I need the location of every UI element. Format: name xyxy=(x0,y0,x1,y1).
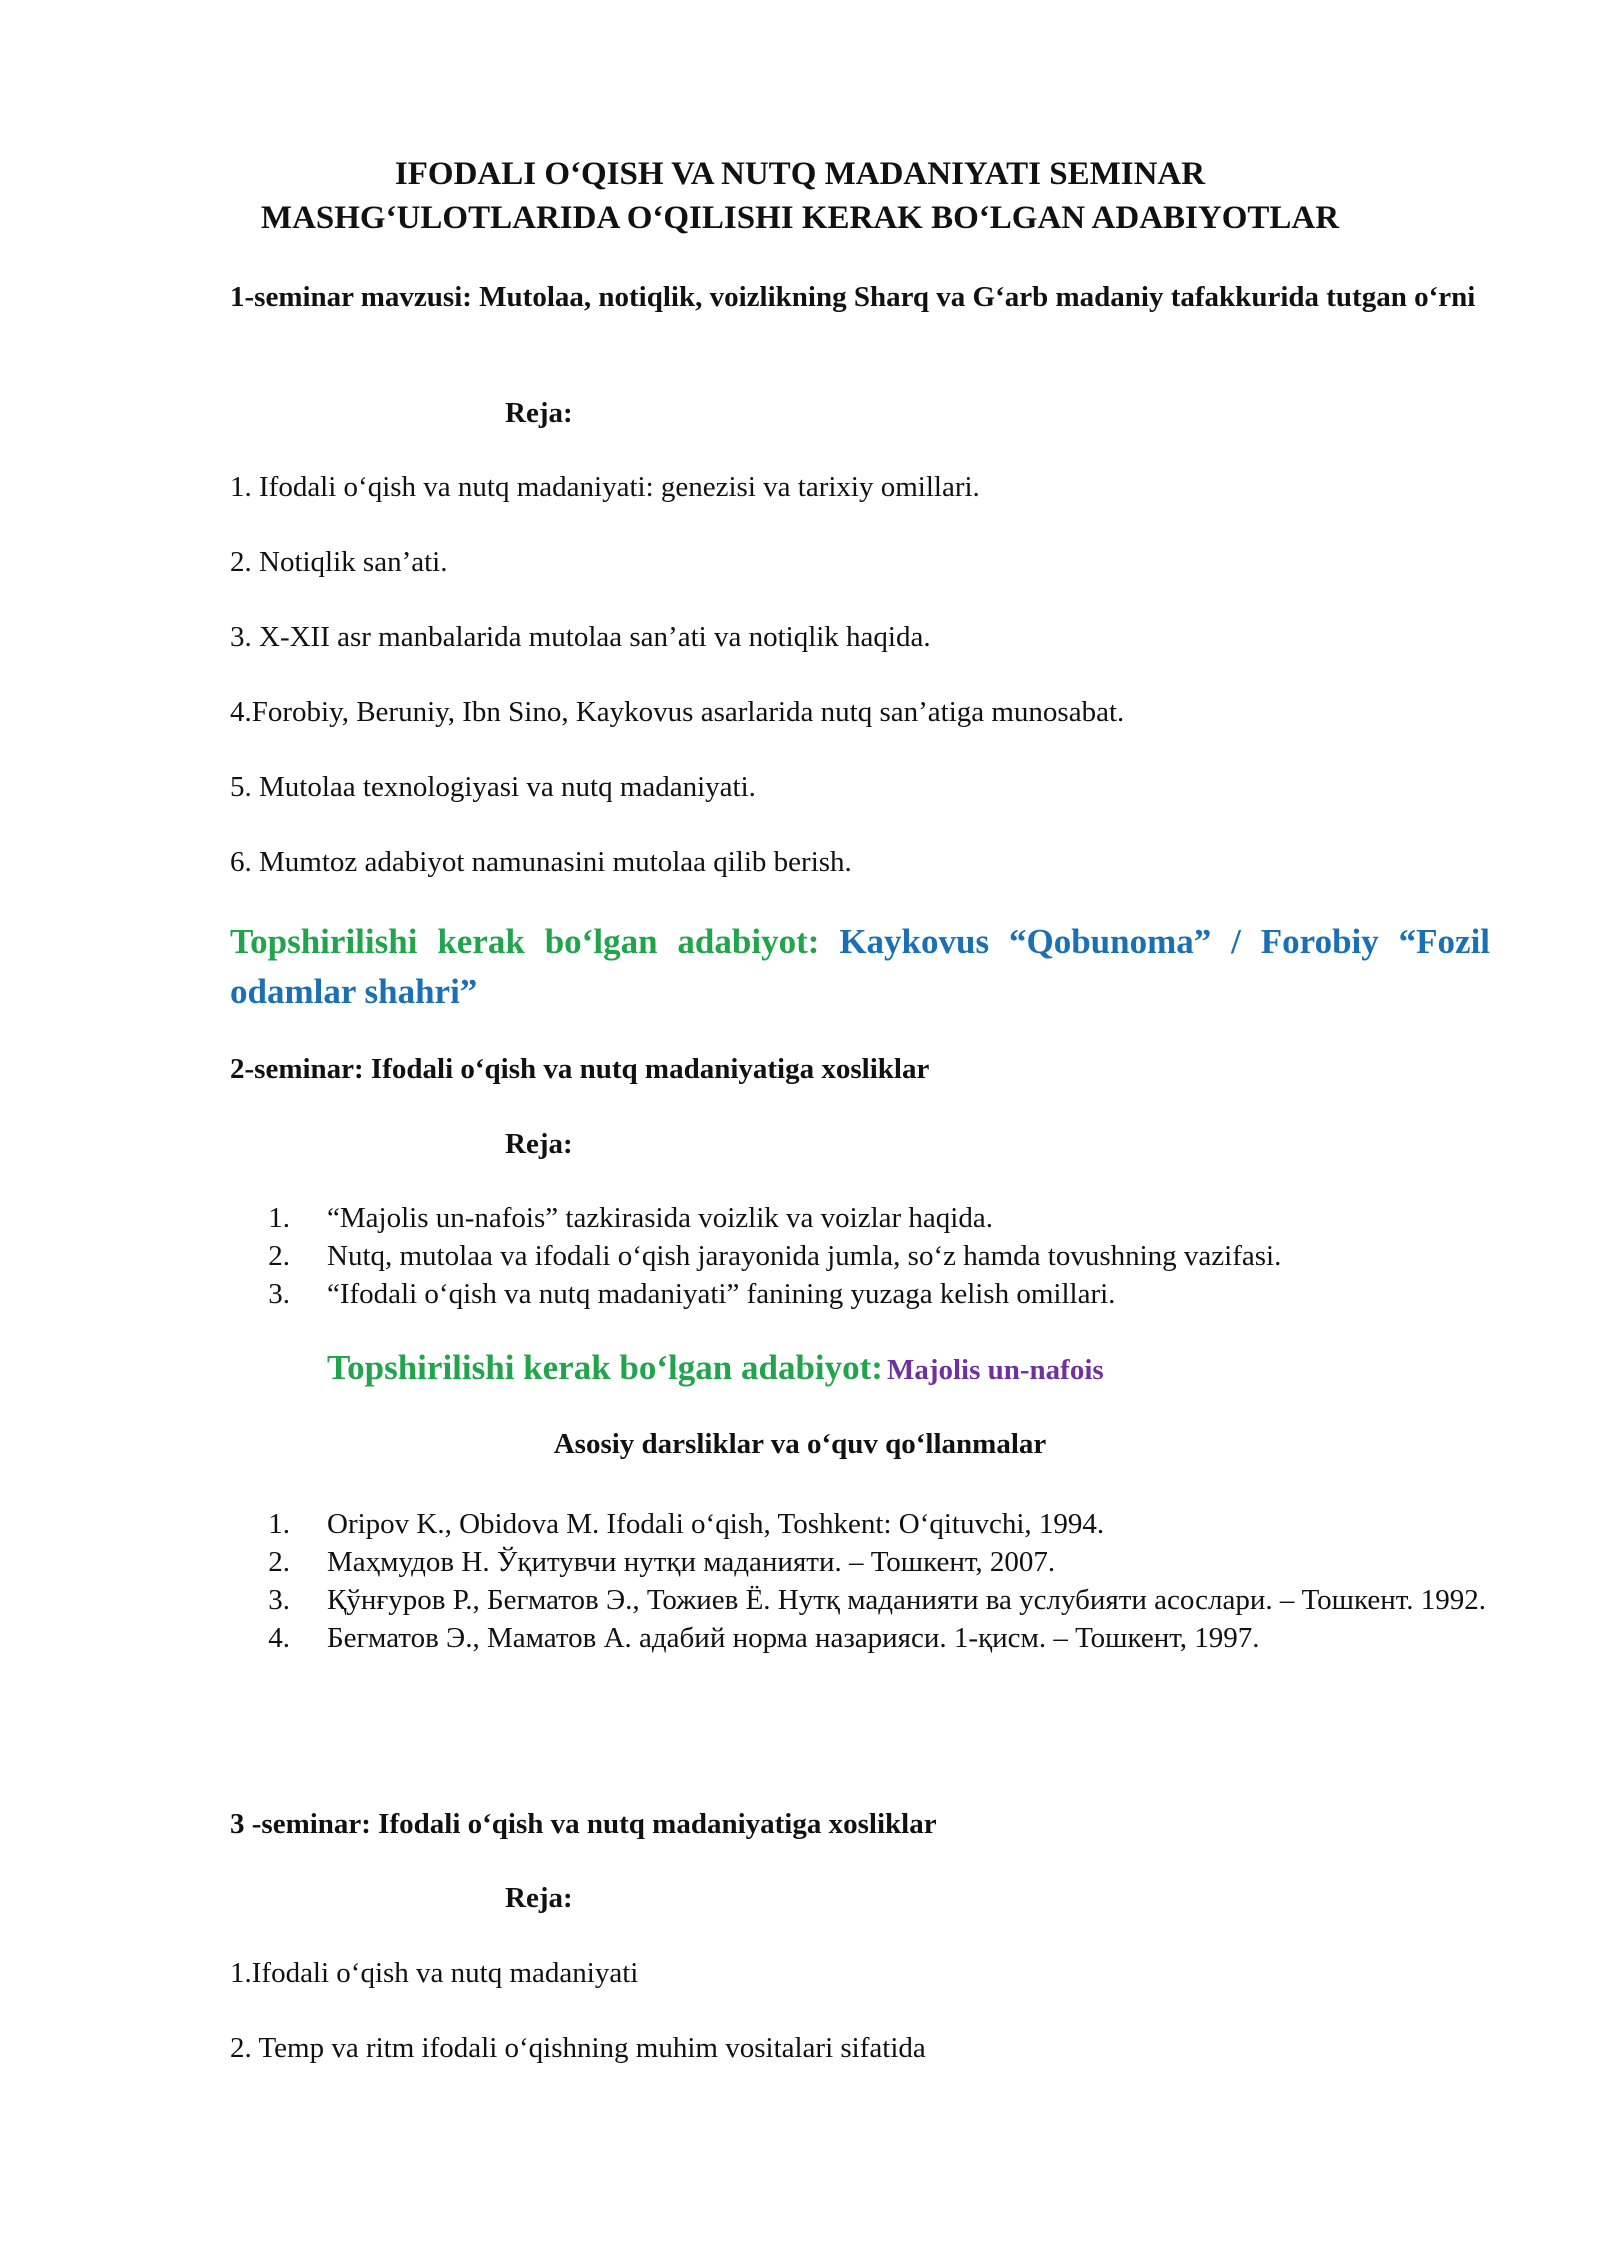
list-item-number: 1. xyxy=(268,1202,290,1234)
list-item xyxy=(230,1275,1490,1313)
seminar-1-plan-item: 6. Mumtoz adabiyot namunasini mutolaa qilib berish. xyxy=(230,846,852,878)
list-item-text: Oripov K., Obidova M. Ifodali o‘qish, Toshkent: O‘qituvchi, 1994. xyxy=(327,1508,1105,1540)
seminar-1-plan-label: Reja: xyxy=(505,397,573,429)
list-item-text: “Ifodali o‘qish va nutq madaniyati” fanining yuzaga kelish omillari. xyxy=(327,1278,1116,1310)
list-item-text: Бегматов Э., Маматов А. адабий норма назарияси. 1-қисм. – Тошкент, 1997. xyxy=(327,1622,1260,1654)
title-line-2: MASHG‘ULOTLARIDA O‘QILISHI KERAK BO‘LGAN ADABIYOTLAR xyxy=(260,200,1340,236)
assignment-value: Kaykovus “Qobunoma” / Forobiy “Fozil odamlar shahri” xyxy=(230,922,1491,1011)
seminar-1-plan-item: 3. X-XII asr manbalarida mutolaa san’ati va notiqlik haqida. xyxy=(230,621,931,653)
seminar-3-plan-label: Reja: xyxy=(505,1882,573,1914)
seminar-1-plan-item: 4.Forobiy, Beruniy, Ibn Sino, Kaykovus asarlarida nutq san’atiga munosabat. xyxy=(230,696,1125,728)
list-item-text: “Majolis un-nafois” tazkirasida voizlik va voizlar haqida. xyxy=(327,1202,993,1234)
seminar-1-heading: 1-seminar mavzusi: Mutolaa, notiqlik, voizlikning Sharq va G‘arb madaniy tafakkurida tutgan o‘rni xyxy=(230,281,1476,313)
seminar-3-plan-item: 2. Temp va ritm ifodali o‘qishning muhim vositalari sifatida xyxy=(230,2032,926,2064)
seminar-1-plan-item: 1. Ifodali o‘qish va nutq madaniyati: genezisi va tarixiy omillari. xyxy=(230,471,980,503)
seminar-1-assignment xyxy=(230,917,1490,1017)
textbooks-heading: Asosiy darsliklar va o‘quv qo‘llanmalar xyxy=(553,1428,1047,1460)
list-item-number: 1. xyxy=(268,1508,290,1540)
list-item-number: 3. xyxy=(268,1584,290,1616)
assignment-value: Majolis un-nafois xyxy=(886,1354,1104,1386)
seminar-2-assignment xyxy=(327,1343,1104,1393)
seminar-2-heading: 2-seminar: Ifodali o‘qish va nutq madaniyatiga xosliklar xyxy=(230,1053,930,1085)
document-title xyxy=(200,152,1400,240)
list-item xyxy=(230,1237,1490,1275)
list-item-text: Nutq, mutolaa va ifodali o‘qish jarayonida jumla, so‘z hamda tovushning vazifasi. xyxy=(327,1240,1282,1272)
list-item xyxy=(230,1619,1490,1657)
assignment-label: Topshirilishi kerak bo‘lgan adabiyot: xyxy=(327,1348,883,1387)
seminar-3-plan-item: 1.Ifodali o‘qish va nutq madaniyati xyxy=(230,1957,639,1989)
list-item xyxy=(230,1505,1490,1543)
list-item-number: 4. xyxy=(268,1622,290,1654)
list-item xyxy=(230,1199,1490,1237)
list-item-number: 3. xyxy=(268,1278,290,1310)
list-item xyxy=(230,1543,1490,1581)
textbooks-list xyxy=(230,1505,1490,1657)
list-item-text: Маҳмудов Н. Ўқитувчи нутқи маданияти. – Тошкент, 2007. xyxy=(327,1546,1056,1578)
seminar-3-heading: 3 -seminar: Ifodali o‘qish va nutq madaniyatiga xosliklar xyxy=(230,1808,937,1840)
seminar-1-plan-item: 2. Notiqlik san’ati. xyxy=(230,546,448,578)
assignment-label: Topshirilishi kerak bo‘lgan adabiyot: xyxy=(230,922,820,961)
list-item xyxy=(230,1581,1490,1619)
seminar-1-plan-item: 5. Mutolaa texnologiyasi va nutq madaniyati. xyxy=(230,771,756,803)
list-item-number: 2. xyxy=(268,1546,290,1578)
list-item-text: Қўнғуров Р., Бегматов Э., Тожиев Ё. Нутқ маданияти ва услубияти асослари. – Тошкент. 1992. xyxy=(327,1584,1486,1616)
seminar-2-plan-label: Reja: xyxy=(505,1128,573,1160)
seminar-2-plan-list xyxy=(230,1199,1490,1313)
list-item-number: 2. xyxy=(268,1240,290,1272)
title-line-1: IFODALI O‘QISH VA NUTQ MADANIYATI SEMINAR xyxy=(394,156,1206,192)
